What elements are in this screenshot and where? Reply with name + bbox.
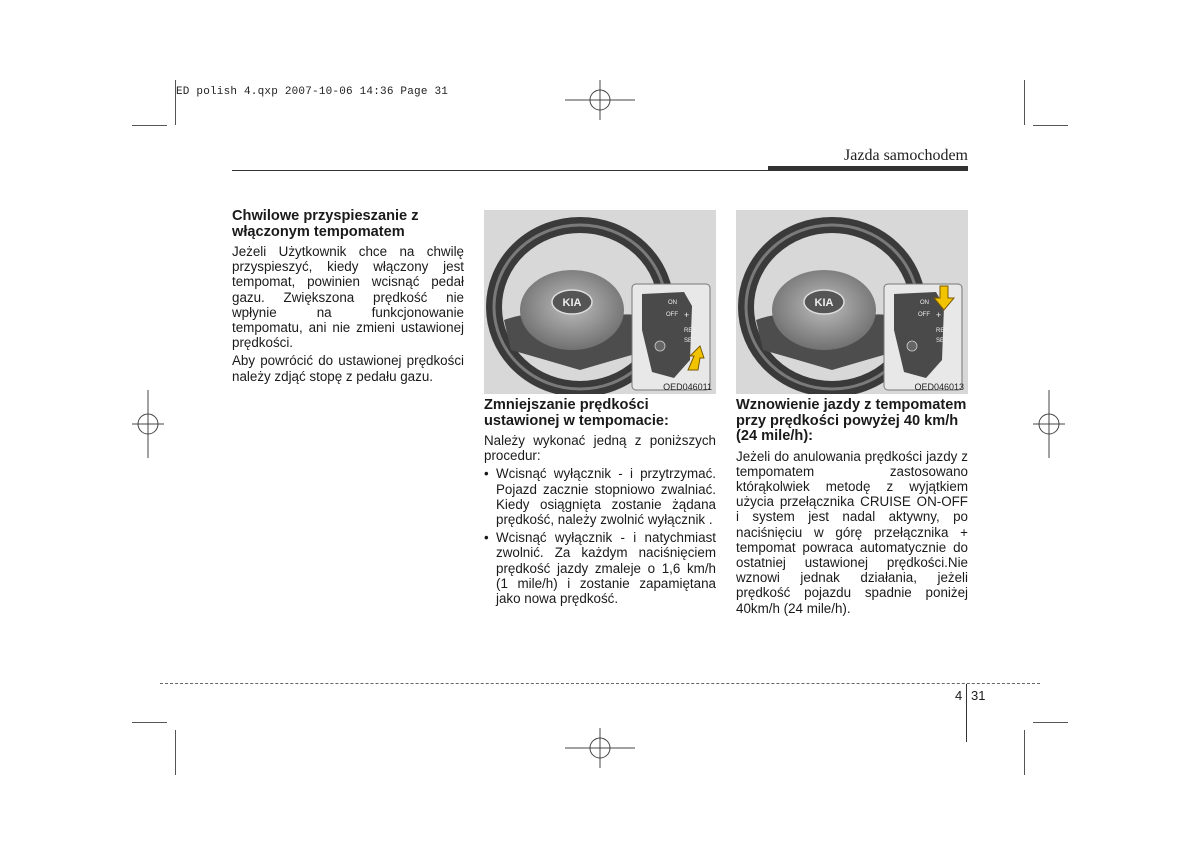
figure-steering-wheel-decrease — [484, 210, 716, 394]
print-slug: ED polish 4.qxp 2007-10-06 14:36 Page 31 — [176, 86, 449, 98]
heading-decrease-speed: Zmniejszanie prędkości ustawionej w tempomacie: — [484, 397, 669, 429]
list-item: • Wcisnąć wyłącznik - i przytrzymać. Pojazd zacznie stopniowo zwalniać. Kiedy osiągnięta zostanie żądana prędkość, należy zwolnić wyłącznik . — [484, 466, 716, 527]
switch-label-res: RES — [684, 328, 697, 334]
header-rule-accent — [768, 166, 968, 171]
page-number-divider — [966, 684, 967, 742]
footer-rule — [160, 683, 1040, 684]
switch-label-off: OFF — [666, 312, 678, 318]
page-number: 31 — [971, 688, 986, 703]
switch-label-set: SET — [936, 338, 948, 344]
heading-resume-cruise: Wznowienie jazdy z tempomatem przy prędkości powyżej 40 km/h (24 mile/h): — [736, 397, 967, 444]
paragraph-acceleration: Jeżeli Użytkownik chce na chwilę przyspieszyć, kiedy włączony jest tempomat, powinien wcisnąć pedał gazu. Zwiększona prędkość nie wpłynie na funkcjonowanie tempomatu, ani nie zmieni ustawionej prędkości. — [232, 244, 464, 351]
figure-code: OED046011 — [663, 382, 712, 392]
chapter-number: 4 — [955, 688, 963, 703]
column-decrease-speed — [484, 398, 716, 609]
column-resume-cruise — [736, 398, 968, 619]
kia-logo: KIA — [562, 297, 582, 309]
steering-wheel-illustration — [484, 210, 716, 394]
kia-logo: KIA — [814, 297, 834, 309]
procedure-list — [484, 466, 716, 606]
section-title: Jazda samochodem — [844, 147, 968, 164]
list-item: • Wcisnąć wyłącznik - i natychmiast zwolnić. Za każdym naciśnięciem prędkość jazdy zmaleje o 1,6 km/h (1 mile/h) i zostanie zapamiętana jako nowa prędkość. — [484, 530, 716, 606]
switch-label-on: ON — [668, 300, 677, 306]
paragraph-resume-cruise: Jeżeli do anulowania prędkości jazdy z tempomatem zastosowano którąkolwiek metodę z wyjątkiem użycia przełącznika CRUISE ON-OFF i system jest nadal aktywny, po naciśnięciu w górę przełącznika + tempomat powraca automatycznie do ostatniej ustawionej prędkości.Nie wznowi jednak działania, jeżeli prędkość pojazdu spadnie poniżej 40km/h (24 mile/h). — [736, 448, 968, 616]
switch-label-off: OFF — [918, 312, 930, 318]
steering-wheel-illustration — [736, 210, 968, 394]
figure-code: OED046013 — [914, 382, 964, 392]
column-acceleration — [232, 209, 464, 387]
heading-temporary-acceleration: Chwilowe przyspieszanie z włączonym tempomatem — [232, 208, 419, 240]
paragraph-return-speed: Aby powrócić do ustawionej prędkości należy zdjąć stopę z pedału gazu. — [232, 353, 464, 384]
switch-label-plus: + — [936, 310, 942, 320]
paragraph-procedures-intro: Należy wykonać jedną z poniższych procedur: — [484, 433, 716, 464]
switch-label-plus: + — [684, 310, 690, 320]
figure-steering-wheel-resume — [736, 210, 968, 394]
switch-label-on: ON — [920, 300, 929, 306]
switch-label-set: SET — [684, 338, 696, 344]
switch-label-res: RES — [936, 328, 949, 334]
